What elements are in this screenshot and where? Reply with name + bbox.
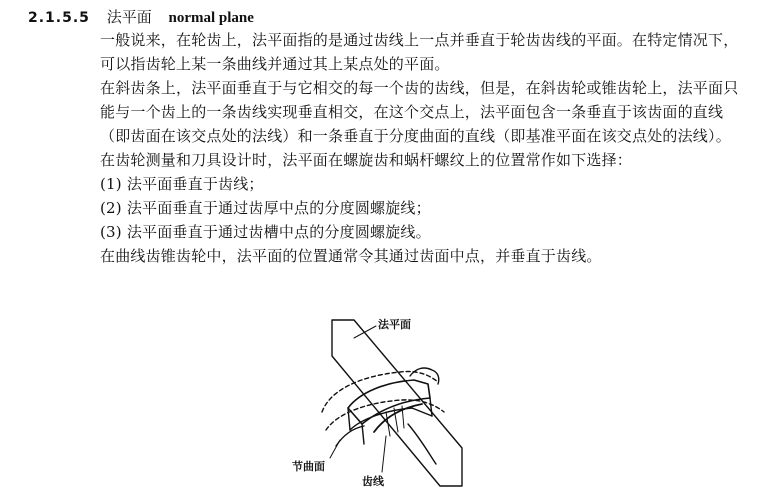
pitch-surface-curve-upper	[322, 371, 438, 412]
list-item-3: (3) 法平面垂直于通过齿槽中点的分度圆螺旋线。	[100, 223, 431, 241]
section-heading	[28, 6, 254, 29]
label-pitch-surface: 节曲面	[292, 460, 325, 473]
tooth-trace-line	[374, 404, 422, 432]
section-title-zh: 法平面	[106, 8, 152, 26]
paragraph-helical-rack: 在斜齿条上，法平面垂直于与它相交的每一个齿的齿线，但是，在斜齿轮或锥齿轮上，法平面只能与一个齿上的一条齿线实现垂直相交，在这个交点上，法平面包含一条垂直于该齿面的直线（即齿面在该交点处的法线）和一条垂直于分度曲面的直线（即基准平面在该交点处的法线）。	[100, 79, 739, 145]
trace-leader-line	[382, 436, 386, 472]
normal-plane-figure	[290, 312, 490, 492]
pitch-surface-curve-lower	[326, 400, 444, 430]
paragraph-bevel-gear: 在曲线齿锥齿轮中，法平面的位置通常令其通过齿面中点，并垂直于齿线。	[100, 247, 602, 265]
list-item-1: (1) 法平面垂直于齿线；	[100, 175, 264, 193]
section-body	[100, 28, 740, 268]
paragraph-measurement-intro: 在齿轮测量和刀具设计时，法平面在螺旋齿和蜗杆螺纹上的位置常作如下选择：	[100, 151, 633, 169]
plane-leader-line	[354, 326, 376, 338]
label-normal-plane: 法平面	[378, 318, 411, 331]
paragraph-general: 一般说来，在轮齿上，法平面指的是通过齿线上一点并垂直于轮齿齿线的平面。在特定情况下，可以指齿轮上某一条曲线并通过其上某点处的平面。	[100, 31, 739, 73]
list-item-2: (2) 法平面垂直于通过齿厚中点的分度圆螺旋线；	[100, 199, 431, 217]
lower-curve	[408, 424, 436, 464]
section-number: 2.1.5.5	[28, 10, 90, 26]
label-tooth-trace: 齿线	[362, 475, 384, 488]
tooth-tip-curve	[410, 368, 439, 384]
section-title-en: normal plane	[168, 10, 254, 26]
pitch-leader-line	[330, 440, 340, 458]
